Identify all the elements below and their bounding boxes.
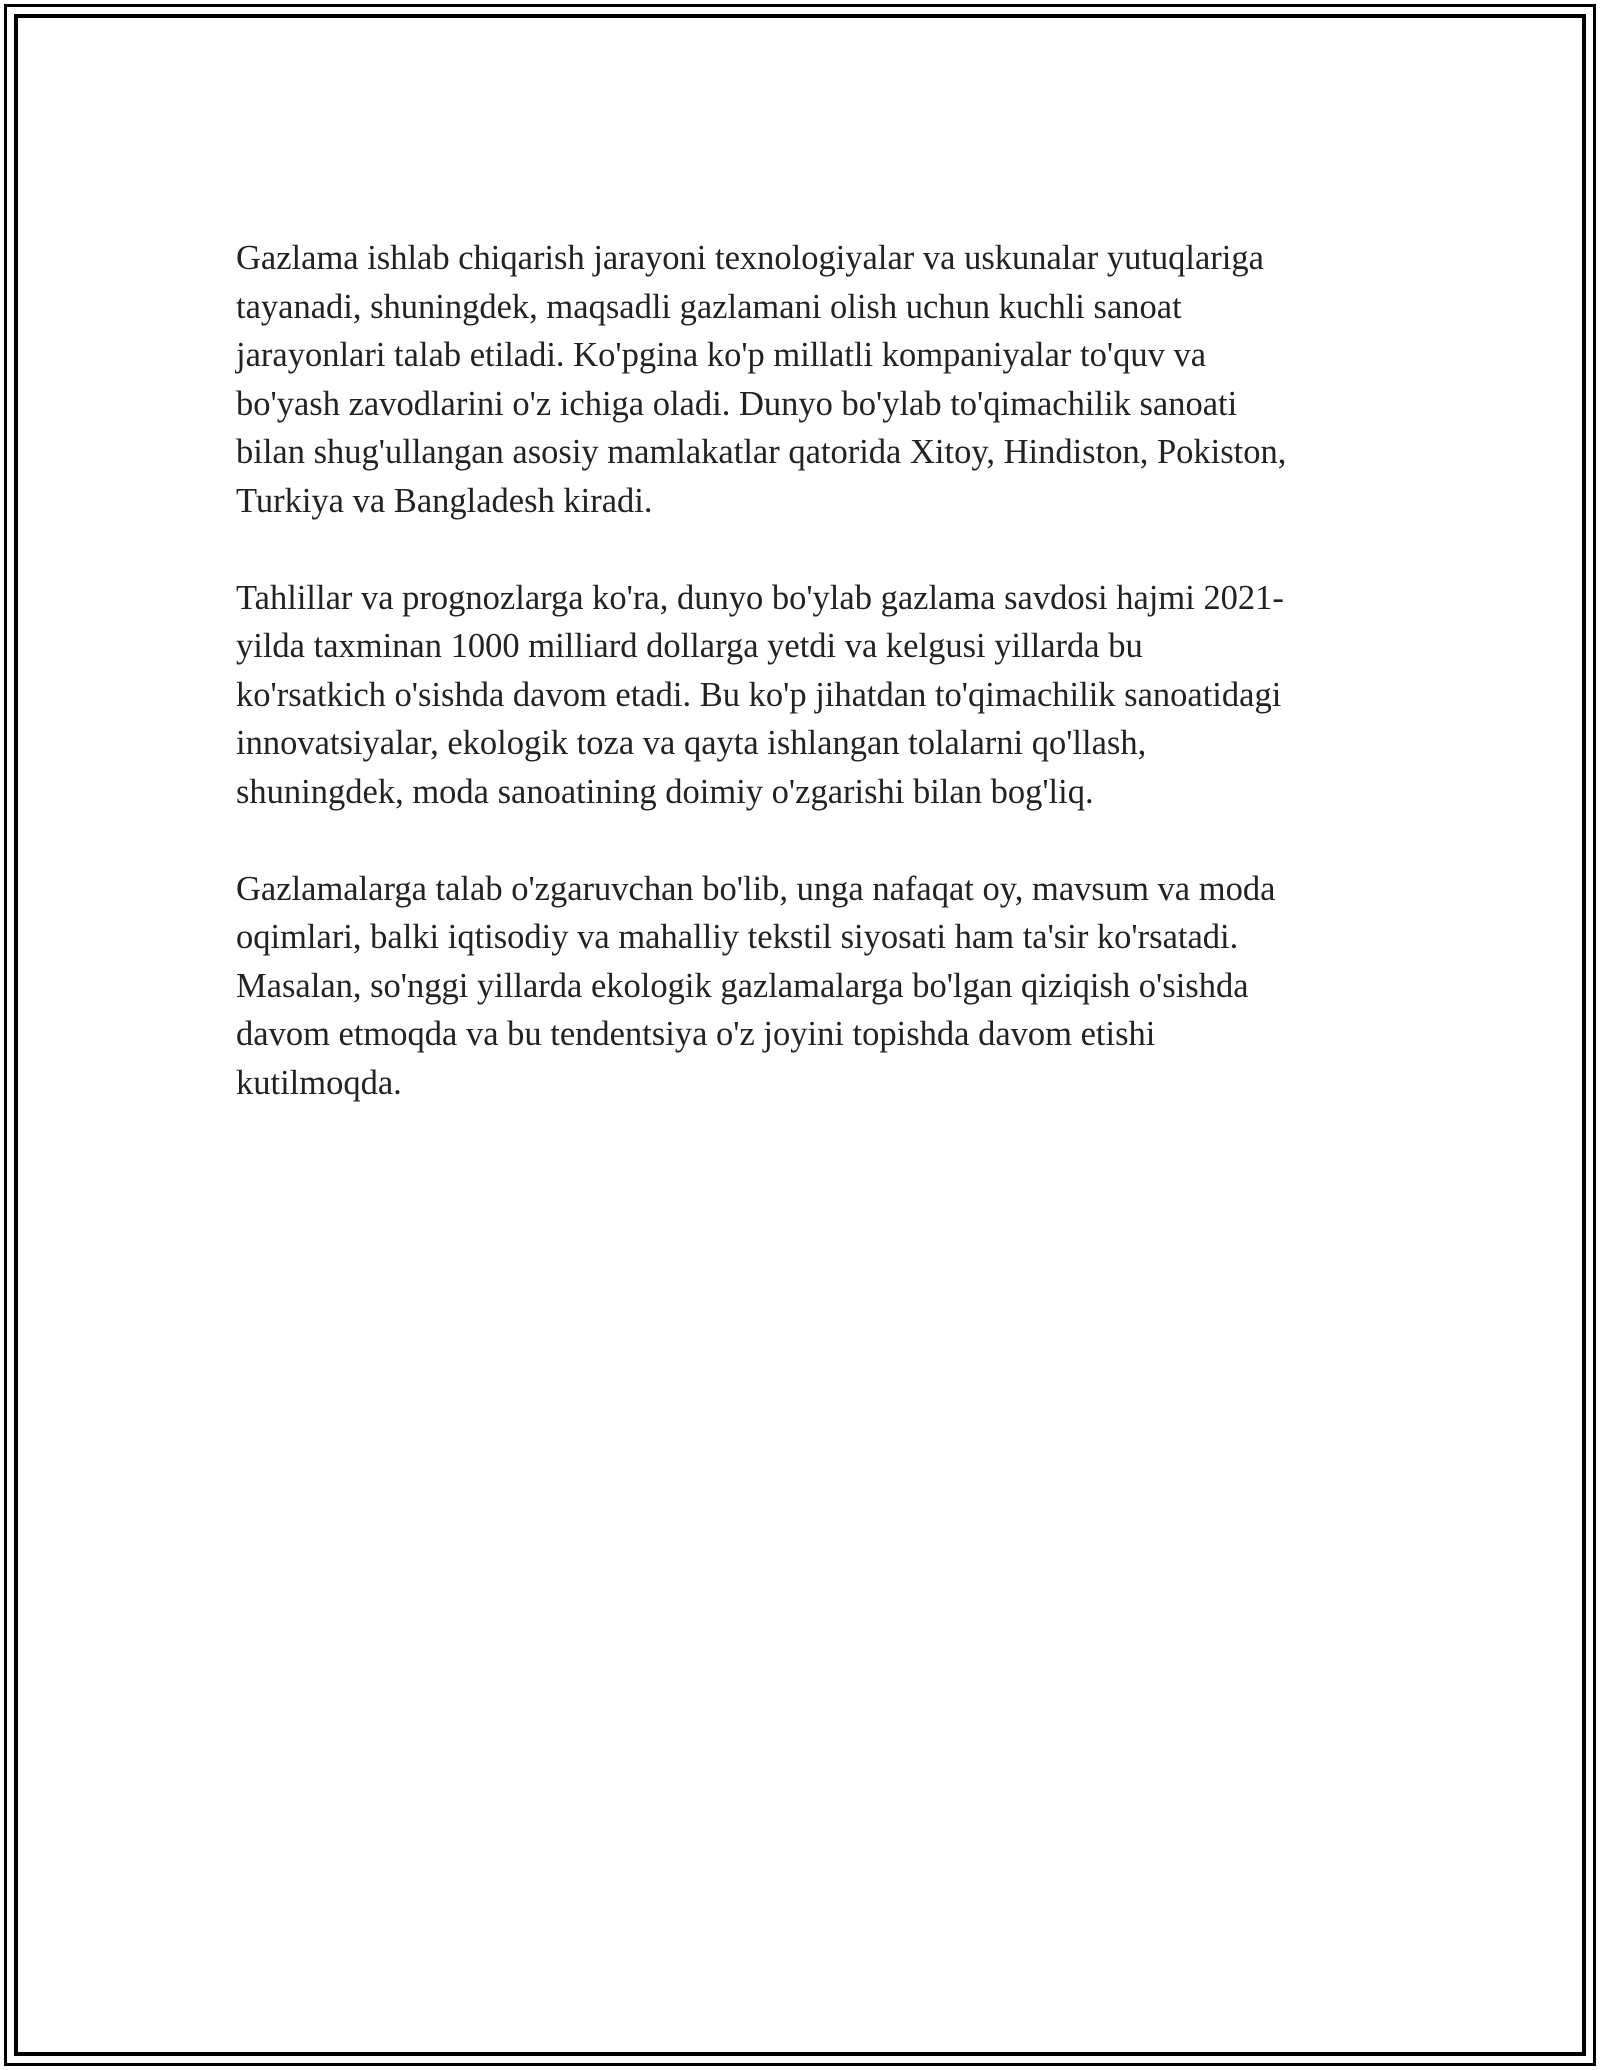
text-line: tayanadi, shuningdek, maqsadli gazlamani olish uchun kuchli sanoat — [236, 287, 1182, 326]
text-line: shuningdek, moda sanoatining doimiy o'zgarishi bilan bog'liq. — [236, 772, 1094, 811]
text-line: kutilmoqda. — [236, 1063, 402, 1102]
text-line: bilan shug'ullangan asosiy mamlakatlar qatorida Xitoy, Hindiston, Pokiston, — [236, 433, 1287, 471]
text-line: davom etmoqda va bu tendentsiya o'z joyini topishda davom etishi — [236, 1015, 1156, 1053]
text-line: oqimlari, balki iqtisodiy va mahalliy tekstil siyosati ham ta'sir ko'rsatadi. — [236, 918, 1239, 956]
text-line: ko'rsatkich o'sishda davom etadi. Bu ko'p jihatdan to'qimachilik sanoatidagi — [236, 675, 1282, 714]
text-line: Tahlillar va prognozlarga ko'ra, dunyo bo'ylab gazlama savdosi hajmi 2021- — [236, 578, 1284, 617]
document-body — [236, 234, 1386, 1156]
text-line: Gazlama ishlab chiqarish jarayoni texnologiyalar va uskunalar yutuqlariga — [236, 239, 1264, 277]
text-line: jarayonlari talab etiladi. Ko'pgina ko'p millatli kompaniyalar to'quv va — [236, 336, 1207, 374]
text-line: yilda taxminan 1000 milliard dollarga yetdi va kelgusi yillarda bu — [236, 627, 1143, 665]
paragraph-1 — [236, 234, 1386, 525]
text-line: Turkiya va Bangladesh kiradi. — [236, 481, 653, 520]
text-line: bo'yash zavodlarini o'z ichiga oladi. Dunyo bo'ylab to'qimachilik sanoati — [236, 384, 1238, 423]
paragraph-3 — [236, 865, 1386, 1108]
text-line: innovatsiyalar, ekologik toza va qayta ishlangan tolalarni qo'llash, — [236, 724, 1147, 762]
paragraph-2 — [236, 574, 1386, 817]
text-line: Masalan, so'nggi yillarda ekologik gazlamalarga bo'lgan qiziqish o'sishda — [236, 966, 1249, 1005]
text-line: Gazlamalarga talab o'zgaruvchan bo'lib, unga nafaqat oy, mavsum va moda — [236, 869, 1276, 908]
